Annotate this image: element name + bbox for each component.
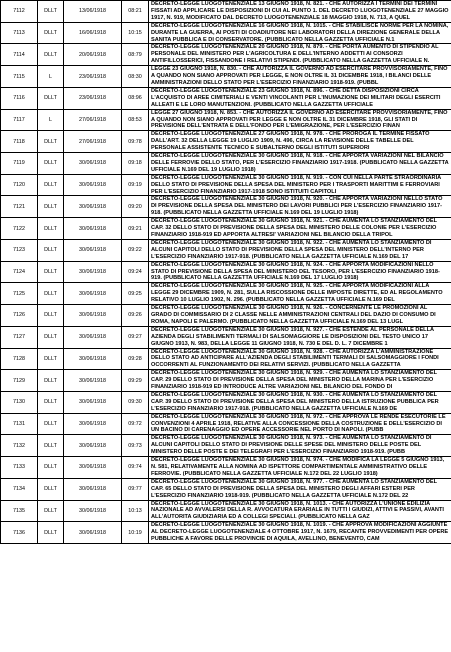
act-date: 30/06/1918 [64, 391, 122, 413]
act-code: 09:21 [122, 218, 149, 240]
record-number: 7116 [1, 87, 38, 109]
act-type: DLLT [38, 413, 64, 435]
act-description: DECRETO-LEGGE LUOGOTENENZIALE 30 GIUGNO 1918, N. 1013. - CHE AUTORIZZA L'UNIONE EDILIZIA NAZIONALE AD AVVALERSI DELLA R. AVVOCATURA ERARIALE IN TUTTI I GIUDIZI, ATTIVI E PASSIVI, AVANTI ALL'AUTORITA GIUDIZIARIA ED A COLLEGI SPECIALI. (PUBBLICATO NELLA GAZ [149, 500, 451, 522]
act-code: 09:19 [122, 174, 149, 196]
record-number: 7128 [1, 348, 38, 370]
act-date: 30/06/1918 [64, 413, 122, 435]
act-date: 30/06/1918 [64, 522, 122, 544]
act-type: DLLT [38, 44, 64, 66]
record-number: 7114 [1, 44, 38, 66]
act-type: DLLT [38, 283, 64, 305]
table-row [1, 261, 451, 283]
act-description: LEGGE 23 GIUGNO 1918, N. 830. - CHE AUTORIZZA IL GOVERNO AD ESERCITARE PROVVISORIAMENTE, FINO A QUANDO NON SIANO APPROVATI PER LEGGE, E NON OLTRE IL 31 DICEMBRE 1918, I BILANCI DELLE AMMINISTRAZIONI DELLO STATO PER L'ESERCIZIO FINANZIARIO 1918-919. (PUBBL [149, 66, 451, 88]
act-type: L [38, 109, 64, 131]
act-description: DECRETO-LEGGE LUOGOTENENZIALE 30 GIUGNO 1918, N. 973. - CHE AUMENTA LO STANZIAMENTO DI ALCUNI CAPITOLI DELLO STATO DI PREVISIONE DELLE SPESE DEL MINISTERO DELLE POSTE DEL MINISTERO DELLE POSTE E DEI TELEGRAFI PER L'ESERCIZIO FINANZIARIO 1918-919. (PUBB [149, 435, 451, 457]
act-type: DLLT [38, 522, 64, 544]
record-number: 7118 [1, 131, 38, 153]
table-row [1, 522, 451, 544]
table-row [1, 1, 451, 23]
act-date: 30/06/1918 [64, 153, 122, 175]
act-description: DECRETO-LEGGE LUOGOTENENZIALE 30 GIUGNO 1918, N. 926. - CONCERNENTE LE PROMOZIONI AL GRADO DI COMMISSARIO DI 2 CLASSE NELLE AMMINISTRAZIONI CENTRALI DEL DAZIO DI CONSUMO DI ROMA, NAPOLI E PALERMO. (PUBBLICATO NELLA GAZZETTA UFFICIALE N.169 DEL 13 LUGL [149, 305, 451, 327]
act-description: DECRETO-LEGGE LUOGOTENENZIALE 30 GIUGNO 1918, N. 918. - CHE APPORTA VARIAZIONI NEL BILANCIO DELLE FERROVIE DELLO STATO, PER L'ESERCIZIO FINANZIARIO 1917-1918. (PUBBLICATO NELLA GAZZETTA UFFICIALE N.169 DEL 19 LUGLIO 1918) [149, 153, 451, 175]
act-code: 09:78 [122, 131, 149, 153]
act-date: 27/06/1918 [64, 131, 122, 153]
act-code: 10:15 [122, 22, 149, 44]
table-row [1, 457, 451, 479]
act-code: 09:72 [122, 413, 149, 435]
table-row [1, 66, 451, 88]
record-number: 7126 [1, 305, 38, 327]
act-type: L [38, 66, 64, 88]
act-type: DLLT [38, 326, 64, 348]
record-number: 7113 [1, 22, 38, 44]
table-row [1, 153, 451, 175]
act-code: 09:25 [122, 283, 149, 305]
act-description: DECRETO-LEGGE LUOGOTENENZIALE 30 GIUGNO 1918, N. 928. - CHE AUTORIZZA L'AMMINISTRAZIONE DELLO STATO AD ANTICIPARE ALL'AZIENDA DEGLI STABILIMENTI TERMALI DI SALSOMAGGIORE I FONDI OCCORRENTI AL FUNZIONAMENTO DEI RELATIVI SERVIZI. (PUBBLICATO NELLA GAZZETTA [149, 348, 451, 370]
act-description: DECRETO-LEGGE LUOGOTENENZIALE 30 GIUGNO 1918, N. 974. - CHE MODIFICA LA LEGGE 5 GIUGNO 1913, N. 581, RELATIVAMENTE ALLA NOMINA AD ISPETTORE COMPARTIMENTALE AMMINISTRATIVO DELLE FERROVIE. (PUBBLICATO NELLA GAZZETTA UFFICIALE N.172 DEL 22 LUGLIO 1918) [149, 457, 451, 479]
decree-table-body [1, 1, 451, 544]
record-number: 7115 [1, 66, 38, 88]
record-number: 7123 [1, 239, 38, 261]
act-description: DECRETO-LEGGE LUOGOTENENZIALE 30 GIUGNO 1918, N. 927. - CHE ESTENDE AL PERSONALE DELLA AZIENDA DEGLI STABILIMENTI TERMALI DI SALSOMAGGIORE LE DISPOSIZIONI DEL TESTO UNICO 17 GIUGNO 1913, N. 983, DELLA LEGGE 11 GIUGNO 1918, N. 730 E DEL D. L. 7 DICEMBRE 1 [149, 326, 451, 348]
act-date: 16/06/1918 [64, 22, 122, 44]
act-date: 20/06/1918 [64, 44, 122, 66]
act-code: 10:19 [122, 522, 149, 544]
table-row [1, 391, 451, 413]
act-description: DECRETO-LEGGE LUOGOTENENZIALE 13 GIUGNO 1918, N. 821. - CHE AUTORIZZA I TERMINI DEI TERMINI FISSATI AD APPLICARE LE DISPOSIZIONI DI CUI AL PUNTO 1. DEL DECRETO LUOGOTENENZIALE 27 MAGGIO 1917, N. 919, MODIFICATO DAL DECRETO LUOGOTENENZIALE 18 MAGGIO 1918, N. 713, A QUEL [149, 1, 451, 23]
act-date: 30/06/1918 [64, 457, 122, 479]
act-description: DECRETO-LEGGE LUOGOTENENZIALE 23 GIUGNO 1918, N. 896. - CHE DETTA DISPOSIZIONI CIRCA L'ACQUISTO DI AREE CIMITERIALI E VENTI VINCOLANTI PER L'INUMAZIONE DEI MILITARI DEGLI ESERCITI ALLEATI E LE LORO MANUTENZIONI. (PUBBLICATO NELLA GAZZETTA UFFICIALE [149, 87, 451, 109]
act-type: DLLT [38, 239, 64, 261]
record-number: 7124 [1, 261, 38, 283]
table-row [1, 109, 451, 131]
record-number: 7132 [1, 435, 38, 457]
act-code: 08:53 [122, 109, 149, 131]
act-date: 30/06/1918 [64, 283, 122, 305]
act-description: DECRETO-LEGGE LUOGOTENENZIALE 30 GIUGNO 1918, N. 972. - CHE APPROVA LE RENDE ESECUTORIE LE CONVENZIONI 4 APRILE 1918, RELATIVE ALLA CONCESSIONE DELLA COSTRUZIONE E DELL'ESERCIZIO DI UN BACINO DI CARENAGGIO ED OPERE ACCESSORIE NEL PORTO DI NAPOLI. (PUBB [149, 413, 451, 435]
table-row [1, 239, 451, 261]
act-description: DECRETO-LEGGE LUOGOTENENZIALE 30 GIUGNO 1918, N. 919. - CON CUI NELLA PARTE STRAORDINARIA DELLO STATO DI PREVISIONE DELLA SPESA DEL MINISTERO PER I TRASPORTI MARITTIMI E FERROVIARI PER L'ESERCIZIO FINANZIARIO 1917-1918 SONO ISTITUITI CAPITOLI [149, 174, 451, 196]
table-row [1, 413, 451, 435]
act-type: DLLT [38, 305, 64, 327]
act-code: 08:96 [122, 87, 149, 109]
act-type: DLLT [38, 218, 64, 240]
record-number: 7125 [1, 283, 38, 305]
act-code: 08:79 [122, 44, 149, 66]
act-description: DECRETO-LEGGE LUOGOTENENZIALE 27 GIUGNO 1918, N. 978. - CHE PROROGA IL TERMINE FISSATO DALL'ART. 32 DELLA LEGGE 19 LUGLIO 1909, N. 496, CIRCA LA REVISIONE DELLE TABELLE DEL PERSONALE ASSISTENTE TECNICO E SUBALTERNO DEGLI ISTITUTI SUPERIORI [149, 131, 451, 153]
table-row [1, 478, 451, 500]
act-date: 30/06/1918 [64, 435, 122, 457]
act-type: DLLT [38, 87, 64, 109]
act-date: 30/06/1918 [64, 218, 122, 240]
act-description: DECRETO-LEGGE LUOGOTENENZIALE 30 GIUGNO 1918, N. 925. - CHE APPORTA MODIFICAZIONI ALLA LEGGE 29 DICEMBRE 1909, N. 281, SULLA RISCOSSIONE DELLE IMPOSTE DIRETTE, ED AL REGOLAMENTO RELATIVO 10 LUGLIO 1902, N. 296. (PUBBLICATO NELLA GAZZETTA UFFICIALE N.169 DEL [149, 283, 451, 305]
record-number: 7117 [1, 109, 38, 131]
record-number: 7127 [1, 326, 38, 348]
act-description: DECRETO-LEGGE LUOGOTENENZIALE 30 GIUGNO 1918, N. 920. - CHE APPORTA VARIAZIONI NELLO STATO DI PREVISIONE DELLA SPESA DEL MINISTERO DEI LAVORI PUBBLICI PER L'ESERCIZIO FINANZIARIO 1917-918. (PUBBLICATO NELLA GAZZETTA UFFICIALE N.169 DEL 19 LUGLIO 1918) [149, 196, 451, 218]
record-number: 7120 [1, 174, 38, 196]
act-code: 09:28 [122, 348, 149, 370]
act-date: 30/06/1918 [64, 196, 122, 218]
act-description: DECRETO-LEGGE LUOGOTENENZIALE 30 GIUGNO 1918, N. 930. - CHE AUMENTA LO STANZIAMENTO DEL CAP. 39 DELLO STATO DI PREVISIONE DELLA SPESA DEL MINISTERO DELLA ISTRUZIONE PUBBLICA PER L'ESERCIZIO FINANZIARIO 1917-918. (PUBBLICATO NELLA GAZZETTA UFFICIALE N.169 DE [149, 391, 451, 413]
table-row [1, 370, 451, 392]
act-code: 09:74 [122, 457, 149, 479]
act-date: 30/06/1918 [64, 348, 122, 370]
act-type: DLLT [38, 348, 64, 370]
record-number: 7131 [1, 413, 38, 435]
act-code: 09:30 [122, 391, 149, 413]
act-description: DECRETO-LEGGE LUOGOTENENZIALE 30 GIUGNO 1918, N. 929. - CHE AUMENTA LO STANZIAMENTO DEL CAP. 29 DELLO STATO DI PREVISIONE DELLA SPESA DEL MINISTERO DELLA MARINA PER L'ESERCIZIO FINANZIARIO 1918-919 ED INTRODUCE ALTRE VARIAZIONI NEL BILANCIO DEL FONDO DI [149, 370, 451, 392]
act-type: DLLT [38, 1, 64, 23]
act-date: 30/06/1918 [64, 370, 122, 392]
act-description: DECRETO-LEGGE LUOGOTENENZIALE 30 GIUGNO 1918, N. 922. - CHE AUMENTA LO STANZIAMENTO DI ALCUNI CAPITOLI DELLO STATO DI PREVISIONE DELLA SPESA DEL MINISTERO DELL'INTERNO PER L'ESERCIZIO FINANZIARIO 1917-918. (PUBBLICATO NELLA GAZZETTA UFFICIALE N.169 DEL 17 [149, 239, 451, 261]
table-row [1, 174, 451, 196]
act-code: 09:24 [122, 261, 149, 283]
table-row [1, 131, 451, 153]
table-row [1, 435, 451, 457]
act-date: 30/06/1918 [64, 478, 122, 500]
act-date: 27/06/1918 [64, 109, 122, 131]
act-code: 09:22 [122, 239, 149, 261]
act-date: 30/06/1918 [64, 500, 122, 522]
act-date: 30/06/1918 [64, 326, 122, 348]
act-date: 23/06/1918 [64, 66, 122, 88]
record-number: 7130 [1, 391, 38, 413]
act-date: 13/06/1918 [64, 1, 122, 23]
act-type: DLLT [38, 22, 64, 44]
act-description: DECRETO-LEGGE LUOGOTENENZIALE 30 GIUGNO 1918, N. 921. - CHE AUMENTA LO STANZIAMENTO DEL CAP. 32 DELLO STATO DI PREVISIONE DELLA SPESA DEL MINISTERO DELLE COLONIE PER L'ESERCIZIO FINANZIARIO 1918-919 ED APPORTA ALTRESI' VARIAZIONI NEL BILANCIO DELLA TRIPOL [149, 218, 451, 240]
record-number: 7136 [1, 522, 38, 544]
act-code: 09:26 [122, 305, 149, 327]
record-number: 7121 [1, 196, 38, 218]
act-description: DECRETO-LEGGE LUOGOTENENZIALE 20 GIUGNO 1918, N. 879. - CHE PORTA AUMENTO DI STIPENDIO AL PERSONALE DEL MINISTERO PER L'AGRICOLTURA E DELL'INTERNO ADDETTI AI CONSORZI ANTIFILLOSSERICI, FISSANDONE I RELATIVI STIPENDI. (PUBBLICATO NELLA GAZZETTA UFFICIALE N. [149, 44, 451, 66]
table-row [1, 22, 451, 44]
act-type: DLLT [38, 500, 64, 522]
act-code: 09:73 [122, 435, 149, 457]
act-type: DLLT [38, 435, 64, 457]
act-date: 30/06/1918 [64, 239, 122, 261]
act-type: DLLT [38, 478, 64, 500]
act-code: 09:27 [122, 326, 149, 348]
record-number: 7112 [1, 1, 38, 23]
act-type: DLLT [38, 153, 64, 175]
act-type: DLLT [38, 457, 64, 479]
record-number: 7133 [1, 457, 38, 479]
act-date: 30/06/1918 [64, 261, 122, 283]
table-row [1, 218, 451, 240]
table-row [1, 44, 451, 66]
table-row [1, 500, 451, 522]
act-type: DLLT [38, 261, 64, 283]
table-row [1, 348, 451, 370]
act-description: DECRETO-LEGGE LUOGOTENENZIALE 30 GIUGNO 1918, N. 1019. - CHE APPROVA MODIFICAZIONI AGGIUNTE AL DECRETO-LEGGE LUOGOTENENZIALE 4 OTTOBRE 1917, N. 1679, RECANTE PROVVEDIMENTI PER OPERE PUBBLICHE A FAVORE DELLE PROVINCIE DI AQUILA, AVELLINO, BENEVENTO, CAM [149, 522, 451, 544]
act-date: 23/06/1918 [64, 87, 122, 109]
act-type: DLLT [38, 196, 64, 218]
act-description: DECRETO-LEGGE LUOGOTENENZIALE 30 GIUGNO 1918, N. 924. - CHE APPORTA MODIFICAZIONI NELLO STATO DI PREVISIONE DELLA SPESA DEL MINISTERO DEL TESORO, PER L'ESERCIZIO FINANZIARIO 1918-919. (PUBBLICATO NELLA GAZZETTA UFFICIALE N.169 DEL 17 LUGLIO 1918) [149, 261, 451, 283]
act-type: DLLT [38, 370, 64, 392]
act-type: DLLT [38, 174, 64, 196]
act-code: 08:30 [122, 66, 149, 88]
act-code: 10:13 [122, 500, 149, 522]
record-number: 7119 [1, 153, 38, 175]
act-code: 09:29 [122, 370, 149, 392]
act-code: 08:21 [122, 1, 149, 23]
act-description: DECRETO-LEGGE LUOGOTENENZIALE 16 GIUGNO 1918, N. 1015. - CHE STABILISCE NORME PER LA NOMINA, DURANTE LA GUERRA, AI POSTI DI COADIUTORE NEI LABORATORI DELLA DIREZIONE GENERALE DELLA SANITA PUBBLICA E DI CONSERVATORE. (PUBBLICATO NELLA GAZZETTA UFFICIALE N.1 [149, 22, 451, 44]
act-code: 09:77 [122, 478, 149, 500]
record-number: 7135 [1, 500, 38, 522]
record-number: 7122 [1, 218, 38, 240]
table-row [1, 87, 451, 109]
act-description: DECRETO-LEGGE LUOGOTENENZIALE 30 GIUGNO 1918, N. 977. - CHE AUMENTA LO STANZIAMENTO DEL CAP. 65 DELLO STATO DI PREVISIONE DELLA SPESA DEL MINISTERO DEGLI AFFARI ESTERI PER L'ESERCIZIO FINANZIARIO 1918-919. (PUBBLICATO NELLA GAZZETTA UFFICIALE N.172 DEL 22 [149, 478, 451, 500]
table-row [1, 196, 451, 218]
table-row [1, 283, 451, 305]
act-date: 30/06/1918 [64, 174, 122, 196]
act-description: LEGGE 27 GIUGNO 1918, N. 853. - CHE AUTORIZZA IL GOVERNO AD ESERCITARE PROVVISORIAMENTE, FINO A QUANDO NON SIANO APPROVATI PER LEGGE E NON OLTRE IL 31 DICEMBRE 1918, GLI STATI DI PREVISIONE DELL'ENTRATA E DELL'FONDO PER L'EMIGRAZIONE, PER L'ESERCIZIO FINAN [149, 109, 451, 131]
act-type: DLLT [38, 131, 64, 153]
act-code: 09:18 [122, 153, 149, 175]
act-type: DLLT [38, 391, 64, 413]
act-date: 30/06/1918 [64, 305, 122, 327]
record-number: 7134 [1, 478, 38, 500]
record-number: 7129 [1, 370, 38, 392]
table-row [1, 305, 451, 327]
table-row [1, 326, 451, 348]
act-code: 09:20 [122, 196, 149, 218]
